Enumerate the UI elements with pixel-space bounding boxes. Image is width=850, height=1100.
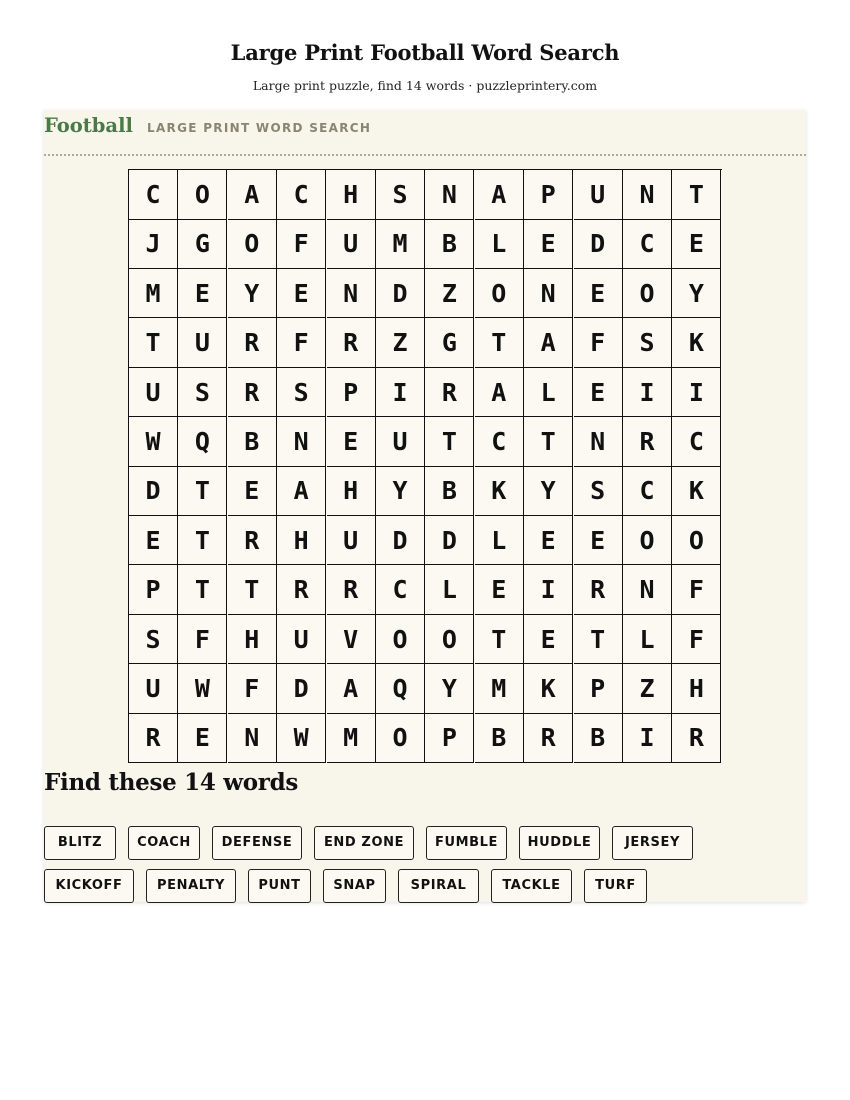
grid-cell[interactable]: R [228, 516, 277, 566]
grid-cell[interactable]: N [524, 269, 573, 319]
grid-cell[interactable]: L [623, 615, 672, 665]
grid-cell[interactable]: O [228, 219, 277, 269]
grid-cell[interactable]: L [475, 516, 524, 566]
grid-cell[interactable]: T [178, 516, 227, 566]
grid-cell[interactable]: B [228, 417, 277, 467]
grid-cell[interactable]: W [277, 713, 326, 763]
grid-cell[interactable]: E [277, 269, 326, 319]
grid-cell[interactable]: A [475, 368, 524, 418]
grid-cell[interactable]: R [228, 368, 277, 418]
grid-cell[interactable]: R [228, 318, 277, 368]
grid-cell[interactable]: T [425, 417, 474, 467]
grid-cell[interactable]: S [277, 368, 326, 418]
grid-cell[interactable]: E [524, 219, 573, 269]
puzzle-topic: Football [44, 114, 133, 137]
grid-cell[interactable]: N [574, 417, 623, 467]
grid-cell[interactable]: K [672, 318, 721, 368]
grid-cell[interactable]: I [524, 565, 573, 615]
word-chip[interactable]: PUNT [248, 869, 311, 903]
grid-cell[interactable]: R [425, 368, 474, 418]
grid-cell[interactable]: Y [376, 466, 425, 516]
grid-cell[interactable]: H [327, 466, 376, 516]
grid-cell[interactable]: D [376, 516, 425, 566]
puzzle-type-label: LARGE PRINT WORD SEARCH [147, 121, 372, 135]
grid-cell[interactable]: N [277, 417, 326, 467]
grid-cell[interactable]: P [425, 713, 474, 763]
word-chip[interactable]: FUMBLE [426, 826, 507, 860]
grid-cell[interactable]: C [475, 417, 524, 467]
card-header [44, 110, 806, 156]
grid-cell[interactable]: Z [623, 664, 672, 714]
grid-cell[interactable]: R [623, 417, 672, 467]
grid-cell[interactable]: G [425, 318, 474, 368]
grid-cell[interactable]: T [475, 318, 524, 368]
grid-cell[interactable]: L [524, 368, 573, 418]
grid-cell[interactable]: C [672, 417, 721, 467]
grid-cell[interactable]: F [672, 565, 721, 615]
grid-cell[interactable]: T [178, 466, 227, 516]
word-chip[interactable]: DEFENSE [212, 826, 302, 860]
grid-cell[interactable]: E [574, 368, 623, 418]
grid-cell[interactable]: O [475, 269, 524, 319]
grid-cell[interactable]: R [524, 713, 573, 763]
grid-cell[interactable]: H [327, 170, 376, 220]
grid-cell[interactable]: T [228, 565, 277, 615]
letter-grid [128, 169, 722, 763]
grid-cell[interactable]: I [672, 368, 721, 418]
grid-cell[interactable]: U [574, 170, 623, 220]
grid-cell[interactable]: O [376, 713, 425, 763]
grid-cell[interactable]: K [524, 664, 573, 714]
grid-cell[interactable]: Q [178, 417, 227, 467]
grid-cell[interactable]: C [623, 219, 672, 269]
grid-cell[interactable]: E [327, 417, 376, 467]
grid-cell[interactable]: A [524, 318, 573, 368]
grid-cell[interactable]: G [178, 219, 227, 269]
grid-cell[interactable]: N [425, 170, 474, 220]
grid-cell[interactable]: N [228, 713, 277, 763]
grid-cell[interactable]: A [327, 664, 376, 714]
grid-cell[interactable]: B [425, 219, 474, 269]
grid-cell[interactable]: R [574, 565, 623, 615]
grid-cell[interactable]: R [327, 318, 376, 368]
grid-cell[interactable]: I [623, 713, 672, 763]
grid-cell[interactable]: C [376, 565, 425, 615]
grid-cell[interactable]: T [129, 318, 178, 368]
grid-cell[interactable]: I [623, 368, 672, 418]
grid-cell[interactable]: K [672, 466, 721, 516]
grid-cell[interactable]: C [623, 466, 672, 516]
word-chip[interactable]: TURF [584, 869, 647, 903]
grid-cell[interactable]: Y [425, 664, 474, 714]
grid-cell[interactable]: E [178, 269, 227, 319]
word-chip[interactable]: SPIRAL [398, 869, 479, 903]
grid-cell[interactable]: F [277, 219, 326, 269]
grid-cell[interactable]: U [277, 615, 326, 665]
grid-cell[interactable]: Z [425, 269, 474, 319]
grid-cell[interactable]: A [475, 170, 524, 220]
word-chip[interactable]: TACKLE [491, 869, 572, 903]
word-chip[interactable]: BLITZ [44, 826, 116, 860]
grid-cell[interactable]: S [129, 615, 178, 665]
grid-cell[interactable]: U [129, 664, 178, 714]
grid-cell[interactable]: N [327, 269, 376, 319]
grid-cell[interactable]: O [672, 516, 721, 566]
grid-cell[interactable]: Y [228, 269, 277, 319]
grid-cell[interactable]: E [524, 516, 573, 566]
grid-cell[interactable]: P [327, 368, 376, 418]
grid-cell[interactable]: K [475, 466, 524, 516]
grid-cell[interactable]: U [129, 368, 178, 418]
word-chip[interactable]: PENALTY [146, 869, 236, 903]
grid-cell[interactable]: T [574, 615, 623, 665]
grid-cell[interactable]: H [277, 516, 326, 566]
grid-cell[interactable]: T [475, 615, 524, 665]
grid-cell[interactable]: R [327, 565, 376, 615]
word-chip[interactable]: JERSEY [612, 826, 693, 860]
grid-cell[interactable]: E [574, 269, 623, 319]
word-chip[interactable]: COACH [128, 826, 200, 860]
grid-cell[interactable]: D [376, 269, 425, 319]
grid-cell[interactable]: U [376, 417, 425, 467]
grid-cell[interactable]: D [574, 219, 623, 269]
grid-cell[interactable]: M [376, 219, 425, 269]
grid-cell[interactable]: O [178, 170, 227, 220]
grid-cell[interactable]: W [129, 417, 178, 467]
word-chip[interactable]: HUDDLE [519, 826, 600, 860]
page-title: Large Print Football Word Search [230, 40, 620, 65]
grid-cell[interactable]: M [327, 713, 376, 763]
word-chip[interactable]: SNAP [323, 869, 386, 903]
grid-cell[interactable]: D [425, 516, 474, 566]
grid-cell[interactable]: R [672, 713, 721, 763]
grid-cell[interactable]: S [574, 466, 623, 516]
grid-cell[interactable]: Y [524, 466, 573, 516]
grid-cell[interactable]: H [672, 664, 721, 714]
grid-cell[interactable]: A [228, 170, 277, 220]
grid-cell[interactable]: F [178, 615, 227, 665]
grid-cell[interactable]: C [277, 170, 326, 220]
grid-cell[interactable]: O [623, 516, 672, 566]
grid-cell[interactable]: N [623, 565, 672, 615]
word-chip[interactable]: KICKOFF [44, 869, 134, 903]
grid-cell[interactable]: F [277, 318, 326, 368]
grid-cell[interactable]: V [327, 615, 376, 665]
grid-cell[interactable]: E [574, 516, 623, 566]
grid-cell[interactable]: S [376, 170, 425, 220]
grid-cell[interactable]: F [574, 318, 623, 368]
page-subtitle: Large print puzzle, find 14 words · puzzleprintery.com [252, 78, 598, 93]
grid-cell[interactable]: T [178, 565, 227, 615]
grid-cell[interactable]: B [574, 713, 623, 763]
word-list-heading: Find these 14 words [44, 769, 299, 796]
puzzle-card [44, 110, 806, 902]
grid-cell[interactable]: O [376, 615, 425, 665]
grid-cell[interactable]: E [228, 466, 277, 516]
grid-cell[interactable]: O [425, 615, 474, 665]
grid-cell[interactable]: M [129, 269, 178, 319]
grid-cell[interactable]: R [277, 565, 326, 615]
grid-cell[interactable]: L [475, 219, 524, 269]
grid-cell[interactable]: U [327, 516, 376, 566]
grid-cell[interactable]: E [475, 565, 524, 615]
grid-cell[interactable]: F [228, 664, 277, 714]
grid-cell[interactable]: Q [376, 664, 425, 714]
grid-cell[interactable]: S [178, 368, 227, 418]
grid-cell[interactable]: T [524, 417, 573, 467]
grid-cell[interactable]: P [129, 565, 178, 615]
grid-cell[interactable]: B [425, 466, 474, 516]
grid-cell[interactable]: S [623, 318, 672, 368]
grid-cell[interactable]: T [672, 170, 721, 220]
grid-cell[interactable]: W [178, 664, 227, 714]
grid-cell[interactable]: P [524, 170, 573, 220]
grid-cell[interactable]: P [574, 664, 623, 714]
grid-cell[interactable]: D [277, 664, 326, 714]
grid-cell[interactable]: B [475, 713, 524, 763]
grid-cell[interactable]: F [672, 615, 721, 665]
grid-cell[interactable]: R [129, 713, 178, 763]
grid-cell[interactable]: E [178, 713, 227, 763]
grid-cell[interactable]: A [277, 466, 326, 516]
grid-cell[interactable]: O [623, 269, 672, 319]
grid-cell[interactable]: E [129, 516, 178, 566]
grid-cell[interactable]: U [178, 318, 227, 368]
grid-cell[interactable]: E [524, 615, 573, 665]
grid-cell[interactable]: U [327, 219, 376, 269]
grid-cell[interactable]: L [425, 565, 474, 615]
grid-cell[interactable]: J [129, 219, 178, 269]
grid-cell[interactable]: Y [672, 269, 721, 319]
grid-cell[interactable]: I [376, 368, 425, 418]
grid-cell[interactable]: D [129, 466, 178, 516]
word-chip[interactable]: END ZONE [314, 826, 414, 860]
grid-cell[interactable]: N [623, 170, 672, 220]
grid-cell[interactable]: H [228, 615, 277, 665]
grid-cell[interactable]: Z [376, 318, 425, 368]
grid-cell[interactable]: M [475, 664, 524, 714]
grid-cell[interactable]: C [129, 170, 178, 220]
grid-cell[interactable]: E [672, 219, 721, 269]
